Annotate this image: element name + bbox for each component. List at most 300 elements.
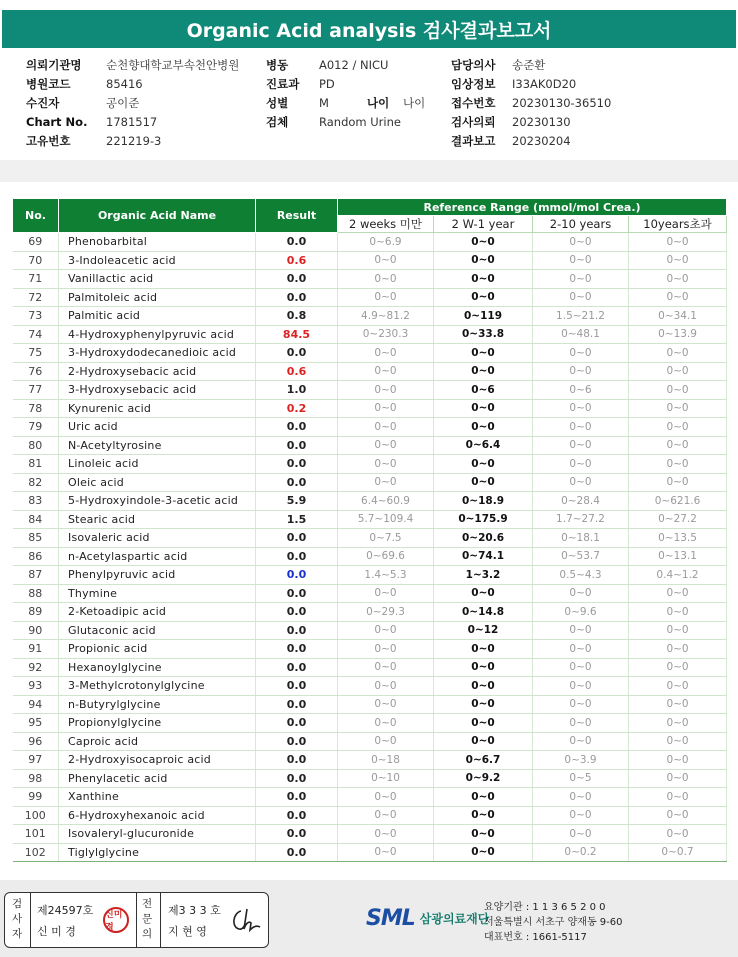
- acid-name: Linoleic acid: [59, 455, 256, 474]
- acid-name: n-Butyrylglycine: [59, 695, 256, 714]
- ref-range-2-10y: 0~53.7: [533, 547, 629, 566]
- ref-range-2w-1y: 0~0: [434, 677, 533, 696]
- table-row: [13, 584, 727, 603]
- ref-range-2w-1y: 0~18.9: [434, 492, 533, 511]
- ref-range-2-10y: 0~0: [533, 825, 629, 844]
- info-value: 1781517: [106, 115, 158, 129]
- doctor-name: 지 현 영: [168, 925, 207, 938]
- info-label: 검사의뢰: [451, 115, 496, 129]
- row-no: 91: [13, 640, 59, 659]
- ref-range-10y-plus: 0~0: [629, 732, 727, 751]
- acid-name: Phenobarbital: [59, 233, 256, 252]
- institution-info: [484, 900, 623, 945]
- info-value: Random Urine: [319, 115, 401, 129]
- info-value: A012 / NICU: [319, 58, 389, 72]
- table-row: [13, 436, 727, 455]
- result-value: 0.0: [256, 640, 338, 659]
- ref-range-2w: 0~0: [338, 732, 434, 751]
- ref-range-2w: 0~0: [338, 658, 434, 677]
- ref-range-2-10y: 1.7~27.2: [533, 510, 629, 529]
- ref-range-2w: 1.4~5.3: [338, 566, 434, 585]
- ref-range-2w: 0~230.3: [338, 325, 434, 344]
- report-title: Organic Acid analysis 검사결과보고서: [2, 10, 736, 48]
- info-label: 성별: [266, 96, 289, 110]
- ref-range-2w: 0~0: [338, 584, 434, 603]
- results-body: [13, 233, 727, 862]
- ref-range-2-10y: 0~0: [533, 806, 629, 825]
- info-value: 20230130: [512, 115, 571, 129]
- result-value: 0.0: [256, 455, 338, 474]
- ref-range-10y-plus: 0~13.5: [629, 529, 727, 548]
- info-value: 20230130-36510: [512, 96, 612, 110]
- table-row: [13, 806, 727, 825]
- ref-range-2w: 0~0: [338, 270, 434, 289]
- logo-mark: SML: [366, 905, 415, 931]
- org-name: 삼광의료재단: [419, 911, 490, 926]
- info-label: 병동: [266, 58, 289, 72]
- row-no: 73: [13, 307, 59, 326]
- ref-range-2w-1y: 0~0: [434, 251, 533, 270]
- ref-range-10y-plus: 0~0: [629, 788, 727, 807]
- ref-range-2-10y: 0~28.4: [533, 492, 629, 511]
- table-row: [13, 418, 727, 437]
- acid-name: Vanillactic acid: [59, 270, 256, 289]
- row-no: 100: [13, 806, 59, 825]
- ref-range-2-10y: 0~0: [533, 418, 629, 437]
- row-no: 101: [13, 825, 59, 844]
- row-no: 85: [13, 529, 59, 548]
- info-value: 나이: [403, 96, 426, 110]
- row-no: 99: [13, 788, 59, 807]
- acid-name: Thymine: [59, 584, 256, 603]
- ref-range-2-10y: 0.5~4.3: [533, 566, 629, 585]
- ref-range-10y-plus: 0~0: [629, 473, 727, 492]
- row-no: 93: [13, 677, 59, 696]
- ref-range-2w-1y: 0~0: [434, 732, 533, 751]
- ref-range-2w-1y: 0~0: [434, 270, 533, 289]
- row-no: 77: [13, 381, 59, 400]
- ref-range-2-10y: 0~0: [533, 251, 629, 270]
- ref-range-2w-1y: 0~14.8: [434, 603, 533, 622]
- result-value: 0.0: [256, 270, 338, 289]
- ref-range-10y-plus: 0~0: [629, 233, 727, 252]
- result-value: 0.0: [256, 769, 338, 788]
- ref-range-2-10y: 0~0: [533, 695, 629, 714]
- table-row: [13, 492, 727, 511]
- acid-name: N-Acetyltyrosine: [59, 436, 256, 455]
- ref-range-2-10y: 0~0: [533, 270, 629, 289]
- ref-range-2w: 0~0: [338, 640, 434, 659]
- result-value: 0.0: [256, 344, 338, 363]
- ref-range-2-10y: 0~48.1: [533, 325, 629, 344]
- ref-range-2-10y: 0~5: [533, 769, 629, 788]
- row-no: 74: [13, 325, 59, 344]
- ref-range-2w-1y: 0~20.6: [434, 529, 533, 548]
- table-row: [13, 362, 727, 381]
- results-table: [12, 198, 727, 862]
- result-value: 0.0: [256, 714, 338, 733]
- ref-range-2w: 0~0: [338, 251, 434, 270]
- row-no: 90: [13, 621, 59, 640]
- info-label: 담당의사: [451, 58, 496, 72]
- ref-range-10y-plus: 0~0: [629, 251, 727, 270]
- acid-name: 2-Ketoadipic acid: [59, 603, 256, 622]
- ref-range-2w: 5.7~109.4: [338, 510, 434, 529]
- result-value: 84.5: [256, 325, 338, 344]
- info-value: 순천향대학교부속천안병원: [106, 58, 240, 72]
- ref-range-2w-1y: 0~0: [434, 695, 533, 714]
- col-header-range-2: 2 W-1 year: [434, 216, 533, 233]
- acid-name: 5-Hydroxyindole-3-acetic acid: [59, 492, 256, 511]
- ref-range-2w-1y: 0~0: [434, 640, 533, 659]
- row-no: 88: [13, 584, 59, 603]
- info-label: Chart No.: [26, 115, 88, 129]
- info-value: I33AK0D20: [512, 77, 577, 91]
- row-no: 80: [13, 436, 59, 455]
- ref-range-2w: 0~69.6: [338, 547, 434, 566]
- ref-range-10y-plus: 0~0: [629, 418, 727, 437]
- acid-name: Xanthine: [59, 788, 256, 807]
- info-label: 나이: [367, 96, 390, 110]
- table-row: [13, 677, 727, 696]
- institution-address: 서울특별시 서초구 양재동 9-60: [484, 917, 623, 928]
- acid-name: Caproic acid: [59, 732, 256, 751]
- institution-code: 요양기관 : 1 1 3 6 5 2 0 0: [484, 902, 606, 913]
- acid-name: Palmitoleic acid: [59, 288, 256, 307]
- ref-range-2w-1y: 0~0: [434, 714, 533, 733]
- ref-range-2w-1y: 0~0: [434, 399, 533, 418]
- table-row: [13, 529, 727, 548]
- ref-range-2w: 0~0: [338, 418, 434, 437]
- row-no: 96: [13, 732, 59, 751]
- ref-range-2w-1y: 0~0: [434, 806, 533, 825]
- ref-range-2-10y: 0~0: [533, 732, 629, 751]
- ref-range-2w: 0~0: [338, 473, 434, 492]
- info-label: 임상정보: [451, 77, 496, 91]
- ref-range-2w: 0~29.3: [338, 603, 434, 622]
- row-no: 81: [13, 455, 59, 474]
- org-logo: [366, 900, 489, 936]
- tester-label: 검사자: [12, 898, 23, 940]
- col-header-no: No.: [13, 199, 59, 233]
- result-value: 0.0: [256, 658, 338, 677]
- ref-range-2-10y: 0~0: [533, 399, 629, 418]
- ref-range-10y-plus: 0~27.2: [629, 510, 727, 529]
- ref-range-2-10y: 0~0: [533, 658, 629, 677]
- table-row: [13, 344, 727, 363]
- table-row: [13, 455, 727, 474]
- table-row: [13, 251, 727, 270]
- table-row: [13, 510, 727, 529]
- table-row: [13, 714, 727, 733]
- table-row: [13, 325, 727, 344]
- ref-range-10y-plus: 0~0: [629, 695, 727, 714]
- result-value: 0.0: [256, 584, 338, 603]
- table-row: [13, 473, 727, 492]
- ref-range-10y-plus: 0~0: [629, 621, 727, 640]
- result-value: 0.0: [256, 806, 338, 825]
- ref-range-10y-plus: 0~0: [629, 806, 727, 825]
- ref-range-2w: 0~0: [338, 806, 434, 825]
- acid-name: n-Acetylaspartic acid: [59, 547, 256, 566]
- table-row: [13, 603, 727, 622]
- ref-range-2w: 0~0: [338, 288, 434, 307]
- acid-name: Isovaleric acid: [59, 529, 256, 548]
- acid-name: Stearic acid: [59, 510, 256, 529]
- institution-phone: 대표번호 : 1661-5117: [484, 932, 587, 943]
- info-value: 20230204: [512, 134, 571, 148]
- result-value: 0.0: [256, 751, 338, 770]
- info-value: 공이준: [106, 96, 140, 110]
- ref-range-2-10y: 0~0: [533, 233, 629, 252]
- ref-range-10y-plus: 0~0: [629, 436, 727, 455]
- acid-name: Oleic acid: [59, 473, 256, 492]
- table-row: [13, 621, 727, 640]
- ref-range-2w-1y: 0~6.4: [434, 436, 533, 455]
- signature-box: [4, 892, 269, 948]
- result-value: 0.2: [256, 399, 338, 418]
- row-no: 92: [13, 658, 59, 677]
- table-row: [13, 288, 727, 307]
- result-value: 0.0: [256, 566, 338, 585]
- col-header-name: Organic Acid Name: [59, 199, 256, 233]
- result-value: 0.0: [256, 621, 338, 640]
- row-no: 98: [13, 769, 59, 788]
- table-row: [13, 732, 727, 751]
- ref-range-2w: 0~0: [338, 362, 434, 381]
- ref-range-2w: 0~0: [338, 399, 434, 418]
- col-header-result: Result: [256, 199, 338, 233]
- ref-range-2w-1y: 0~0: [434, 788, 533, 807]
- table-row: [13, 751, 727, 770]
- ref-range-2w-1y: 0~0: [434, 473, 533, 492]
- ref-range-2-10y: 0~0: [533, 621, 629, 640]
- col-header-range-4: 10years초과: [629, 216, 727, 233]
- table-row: [13, 695, 727, 714]
- acid-name: 2-Hydroxysebacic acid: [59, 362, 256, 381]
- ref-range-10y-plus: 0~0: [629, 677, 727, 696]
- ref-range-2-10y: 0~0: [533, 640, 629, 659]
- tester-license-no: 제24597호: [37, 904, 94, 917]
- ref-range-10y-plus: 0~0: [629, 362, 727, 381]
- acid-name: Palmitic acid: [59, 307, 256, 326]
- ref-range-10y-plus: 0~621.6: [629, 492, 727, 511]
- info-label: 고유번호: [26, 134, 71, 148]
- row-no: 94: [13, 695, 59, 714]
- ref-range-10y-plus: 0~0: [629, 603, 727, 622]
- ref-range-2w-1y: 0~33.8: [434, 325, 533, 344]
- table-row: [13, 769, 727, 788]
- ref-range-2w-1y: 0~12: [434, 621, 533, 640]
- ref-range-2w: 0~0: [338, 788, 434, 807]
- result-value: 0.0: [256, 788, 338, 807]
- ref-range-2w-1y: 0~0: [434, 233, 533, 252]
- result-value: 1.5: [256, 510, 338, 529]
- ref-range-2-10y: 0~0: [533, 473, 629, 492]
- ref-range-2w: 0~0: [338, 455, 434, 474]
- row-no: 87: [13, 566, 59, 585]
- ref-range-2w-1y: 0~9.2: [434, 769, 533, 788]
- table-row: [13, 233, 727, 252]
- info-value: PD: [319, 77, 335, 91]
- table-row: [13, 381, 727, 400]
- ref-range-10y-plus: 0~13.1: [629, 547, 727, 566]
- col-header-range-1: 2 weeks 미만: [338, 216, 434, 233]
- ref-range-2w: 0~0: [338, 714, 434, 733]
- info-label: 접수번호: [451, 96, 496, 110]
- ref-range-10y-plus: 0~0: [629, 640, 727, 659]
- acid-name: Phenylacetic acid: [59, 769, 256, 788]
- acid-name: 3-Indoleacetic acid: [59, 251, 256, 270]
- ref-range-2w: 0~0: [338, 825, 434, 844]
- row-no: 89: [13, 603, 59, 622]
- row-no: 71: [13, 270, 59, 289]
- tester-name: 신 미 경: [37, 925, 76, 938]
- ref-range-2w: 0~0: [338, 621, 434, 640]
- ref-range-10y-plus: 0~0: [629, 584, 727, 603]
- result-value: 0.0: [256, 825, 338, 844]
- table-row: [13, 547, 727, 566]
- acid-name: Uric acid: [59, 418, 256, 437]
- col-header-reference: Reference Range (mmol/mol Crea.): [338, 199, 727, 216]
- ref-range-2-10y: 0~6: [533, 381, 629, 400]
- col-header-range-3: 2-10 years: [533, 216, 629, 233]
- result-value: 0.6: [256, 251, 338, 270]
- table-row: [13, 307, 727, 326]
- table-row: [13, 825, 727, 844]
- ref-range-2w-1y: 0~0: [434, 825, 533, 844]
- result-value: 0.0: [256, 436, 338, 455]
- acid-name: Isovaleryl-glucuronide: [59, 825, 256, 844]
- ref-range-2-10y: 0~0.2: [533, 843, 629, 862]
- ref-range-2w-1y: 0~0: [434, 584, 533, 603]
- row-no: 70: [13, 251, 59, 270]
- ref-range-2-10y: 0~0: [533, 344, 629, 363]
- doctor-license-no: 제3 3 3 호: [168, 904, 221, 917]
- ref-range-2-10y: 0~3.9: [533, 751, 629, 770]
- acid-name: Kynurenic acid: [59, 399, 256, 418]
- ref-range-2w: 4.9~81.2: [338, 307, 434, 326]
- ref-range-2-10y: 0~9.6: [533, 603, 629, 622]
- info-label: 의뢰기관명: [26, 58, 82, 72]
- ref-range-2w-1y: 0~175.9: [434, 510, 533, 529]
- acid-name: 3-Methylcrotonylglycine: [59, 677, 256, 696]
- result-value: 0.0: [256, 732, 338, 751]
- ref-range-10y-plus: 0~34.1: [629, 307, 727, 326]
- ref-range-2-10y: 0~0: [533, 788, 629, 807]
- row-no: 82: [13, 473, 59, 492]
- row-no: 78: [13, 399, 59, 418]
- row-no: 75: [13, 344, 59, 363]
- row-no: 86: [13, 547, 59, 566]
- result-value: 0.0: [256, 418, 338, 437]
- info-label: 병원코드: [26, 77, 71, 91]
- ref-range-2w: 0~0: [338, 436, 434, 455]
- ref-range-2w-1y: 0~119: [434, 307, 533, 326]
- ref-range-10y-plus: 0~0: [629, 825, 727, 844]
- ref-range-2w-1y: 1~3.2: [434, 566, 533, 585]
- ref-range-10y-plus: 0~0: [629, 769, 727, 788]
- patient-info: [0, 56, 738, 152]
- info-value: 송준환: [512, 58, 546, 72]
- ref-range-2-10y: 0~18.1: [533, 529, 629, 548]
- ref-range-2w: 0~18: [338, 751, 434, 770]
- ref-range-2w-1y: 0~0: [434, 288, 533, 307]
- result-value: 1.0: [256, 381, 338, 400]
- ref-range-2-10y: 0~0: [533, 714, 629, 733]
- ref-range-2-10y: 0~0: [533, 584, 629, 603]
- ref-range-10y-plus: 0~0: [629, 658, 727, 677]
- ref-range-2w-1y: 0~74.1: [434, 547, 533, 566]
- result-value: 0.6: [256, 362, 338, 381]
- ref-range-2w: 0~0: [338, 381, 434, 400]
- ref-range-2w: 0~0: [338, 843, 434, 862]
- acid-name: Tiglylglycine: [59, 843, 256, 862]
- row-no: 69: [13, 233, 59, 252]
- ref-range-2w-1y: 0~0: [434, 344, 533, 363]
- ref-range-10y-plus: 0~0: [629, 714, 727, 733]
- ref-range-2-10y: 0~0: [533, 677, 629, 696]
- ref-range-2-10y: 0~0: [533, 455, 629, 474]
- row-no: 72: [13, 288, 59, 307]
- ref-range-2-10y: 0~0: [533, 362, 629, 381]
- info-label: 진료과: [266, 77, 300, 91]
- result-value: 5.9: [256, 492, 338, 511]
- ref-range-10y-plus: 0~0: [629, 455, 727, 474]
- ref-range-2w-1y: 0~0: [434, 843, 533, 862]
- table-row: [13, 270, 727, 289]
- table-row: [13, 640, 727, 659]
- ref-range-2w-1y: 0~0: [434, 362, 533, 381]
- ref-range-2w: 0~0: [338, 695, 434, 714]
- row-no: 79: [13, 418, 59, 437]
- row-no: 95: [13, 714, 59, 733]
- result-value: 0.0: [256, 233, 338, 252]
- ref-range-10y-plus: 0~0.7: [629, 843, 727, 862]
- result-value: 0.0: [256, 547, 338, 566]
- acid-name: Propionic acid: [59, 640, 256, 659]
- result-value: 0.0: [256, 473, 338, 492]
- ref-range-10y-plus: 0~0: [629, 399, 727, 418]
- acid-name: 3-Hydroxydodecanedioic acid: [59, 344, 256, 363]
- ref-range-2w: 0~0: [338, 344, 434, 363]
- ref-range-2w-1y: 0~6.7: [434, 751, 533, 770]
- section-divider: [0, 160, 738, 182]
- ref-range-2w: 0~6.9: [338, 233, 434, 252]
- acid-name: 2-Hydroxyisocaproic acid: [59, 751, 256, 770]
- ref-range-2w: 0~10: [338, 769, 434, 788]
- info-value: M: [319, 96, 329, 110]
- result-value: 0.8: [256, 307, 338, 326]
- table-row: [13, 658, 727, 677]
- acid-name: 4-Hydroxyphenylpyruvic acid: [59, 325, 256, 344]
- table-row: [13, 566, 727, 585]
- row-no: 84: [13, 510, 59, 529]
- row-no: 76: [13, 362, 59, 381]
- row-no: 102: [13, 843, 59, 862]
- ref-range-10y-plus: 0~13.9: [629, 325, 727, 344]
- table-row: [13, 843, 727, 862]
- acid-name: Glutaconic acid: [59, 621, 256, 640]
- info-label: 수진자: [26, 96, 60, 110]
- ref-range-10y-plus: 0~0: [629, 751, 727, 770]
- ref-range-2-10y: 0~0: [533, 288, 629, 307]
- result-value: 0.0: [256, 529, 338, 548]
- doctor-label: 전문의: [142, 898, 153, 940]
- result-value: 0.0: [256, 603, 338, 622]
- ref-range-2w: 6.4~60.9: [338, 492, 434, 511]
- ref-range-2w-1y: 0~0: [434, 418, 533, 437]
